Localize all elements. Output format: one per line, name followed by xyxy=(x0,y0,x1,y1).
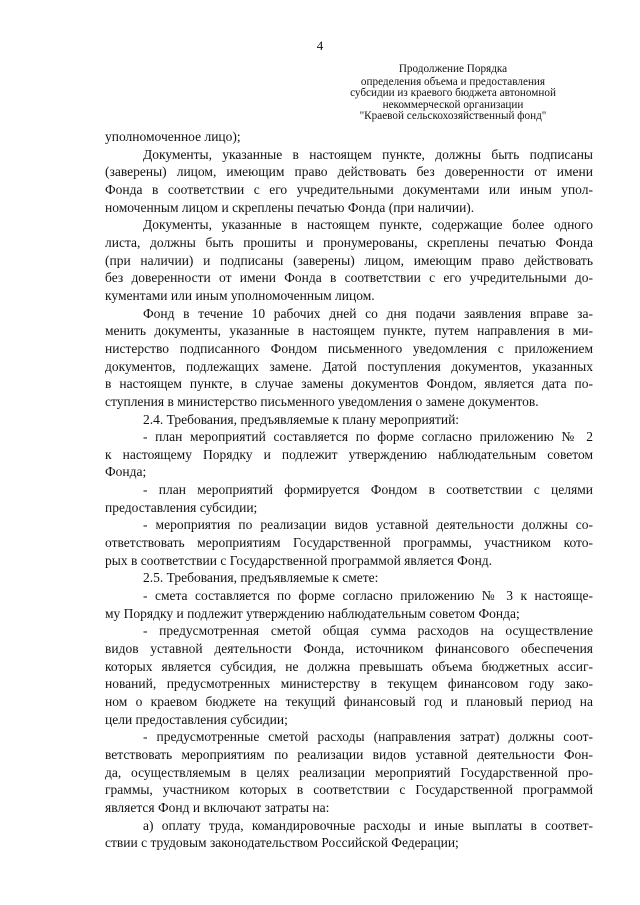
paragraph-line: Документы, указанные в настоящем пункте, содержащие более одного xyxy=(143,217,593,233)
paragraph xyxy=(105,728,593,816)
paragraph xyxy=(105,305,593,411)
header-line: определения объема и предоставления xyxy=(360,75,546,88)
paragraph-line: цели предоставления субсидии; xyxy=(105,711,288,727)
paragraph xyxy=(105,817,593,852)
page-number: 4 xyxy=(316,38,324,53)
paragraph-line: Фонд в течение 10 рабочих дней со дня подачи заявления вправе за- xyxy=(143,305,593,321)
paragraph-line: рых в соответствии с Государственной программой является Фонд. xyxy=(105,552,493,568)
header-title: Продолжение Порядка xyxy=(398,63,508,75)
paragraph xyxy=(105,516,593,569)
paragraph-line: является Фонд и включают затраты на: xyxy=(105,799,330,815)
paragraph-line: листа, должны быть прошиты и пронумерованы, скреплены печатью Фонда xyxy=(105,234,593,250)
paragraph-line: граммы, участником которых в соответствии с Государственной программой xyxy=(105,782,593,798)
paragraph xyxy=(105,411,593,429)
paragraph-line: Фонда в соответствии с его учредительными документами или иным упол- xyxy=(105,181,593,197)
paragraph-line: кументами или иным уполномоченным лицом. xyxy=(105,287,375,303)
paragraph-line: Документы, указанные в настоящем пункте, должны быть подписаны xyxy=(143,146,593,162)
paragraph-line: в настоящем пункте, в случае замены документов Фондом, является дата по- xyxy=(105,376,593,392)
paragraph-line: ступления в министерство письменного уведомления о замене документов. xyxy=(105,393,539,409)
paragraph xyxy=(105,146,593,217)
paragraph-line: (при наличии) и подписаны (заверены) лицом, имеющим право действовать xyxy=(105,252,593,268)
paragraph xyxy=(105,587,593,622)
paragraph-line: му Порядку и подлежит утверждению наблюдательным советом Фонда; xyxy=(105,605,520,621)
paragraph-line: без доверенности от имени Фонда в соответствии с его учредительными до- xyxy=(105,270,593,286)
paragraph-line: - план мероприятий составляется по форме согласно приложению № 2 xyxy=(143,429,593,445)
paragraph xyxy=(105,216,593,304)
paragraph-line: 2.4. Требования, предъявляемые к плану мероприятий: xyxy=(143,411,460,427)
paragraph-line: а) оплату труда, командировочные расходы и иные выплаты в соответ- xyxy=(143,817,593,833)
paragraph-line: - мероприятия по реализации видов уставной деятельности должны со- xyxy=(143,517,593,533)
paragraph-line: - смета составляется по форме согласно приложению № 3 к настояще- xyxy=(143,588,593,604)
paragraph-line: уполномоченное лицо); xyxy=(105,129,241,144)
paragraph-line: ном о краевом бюджете на текущий финансовый год и плановый период на xyxy=(105,694,593,709)
paragraph-line: нований, предусмотренных министерству в текущем финансовом году зако- xyxy=(105,676,593,692)
paragraph xyxy=(105,128,593,146)
paragraph-line: - план мероприятий формируется Фондом в соответствии с целями xyxy=(143,482,593,498)
paragraph-line: документов, подлежащих замене. Датой поступления документов, указанных xyxy=(105,358,593,374)
paragraph xyxy=(105,569,593,587)
header-line: субсидии из краевого бюджета автономной xyxy=(350,87,556,100)
paragraph-line: нистерство подписанного Фондом письменного уведомления с приложением xyxy=(105,340,593,356)
paragraph-line: ствии с трудовым законодательством Российской Федерации; xyxy=(105,835,459,851)
paragraph-line: Фонда; xyxy=(105,464,147,480)
paragraph-line: которых является субсидия, не должна превышать объема бюджетных ассиг- xyxy=(105,658,593,674)
paragraph-line: ответствовать мероприятиям Государственной программы, участником кото- xyxy=(105,535,593,551)
header-line: "Краевой сельскохозяйственный фонд" xyxy=(359,110,547,123)
paragraph-line: ветствовать мероприятиям по реализации видов уставной деятельности Фон- xyxy=(105,746,593,762)
document-body xyxy=(105,128,593,852)
paragraph-line: 2.5. Требования, предъявляемые к смете: xyxy=(143,570,379,586)
paragraph-line: (заверены) лицом, имеющим право действовать без доверенности от имени xyxy=(105,164,593,180)
paragraph-line: к настоящему Порядку и подлежит утверждению наблюдательным советом xyxy=(105,446,593,462)
document-continuation-header xyxy=(318,64,588,123)
paragraph-line: предоставления субсидии; xyxy=(105,499,258,515)
paragraph-line: менить документы, указанные в настоящем пункте, путем направления в ми- xyxy=(105,323,593,339)
paragraph-line: да, осуществляемым в целях реализации мероприятий Государственной про- xyxy=(105,764,593,780)
paragraph-line: видов уставной деятельности Фонда, источником финансового обеспечения xyxy=(105,641,593,657)
paragraph xyxy=(105,622,593,728)
paragraph xyxy=(105,481,593,516)
header-line: некоммерческой организации xyxy=(382,98,524,111)
paragraph-line: номоченным лицом и скреплены печатью Фонда (при наличии). xyxy=(105,199,475,215)
paragraph xyxy=(105,428,593,481)
paragraph-line: - предусмотренные сметой расходы (направления затрат) должны соот- xyxy=(143,729,593,745)
paragraph-line: - предусмотренная сметой общая сумма расходов на осуществление xyxy=(143,623,593,639)
